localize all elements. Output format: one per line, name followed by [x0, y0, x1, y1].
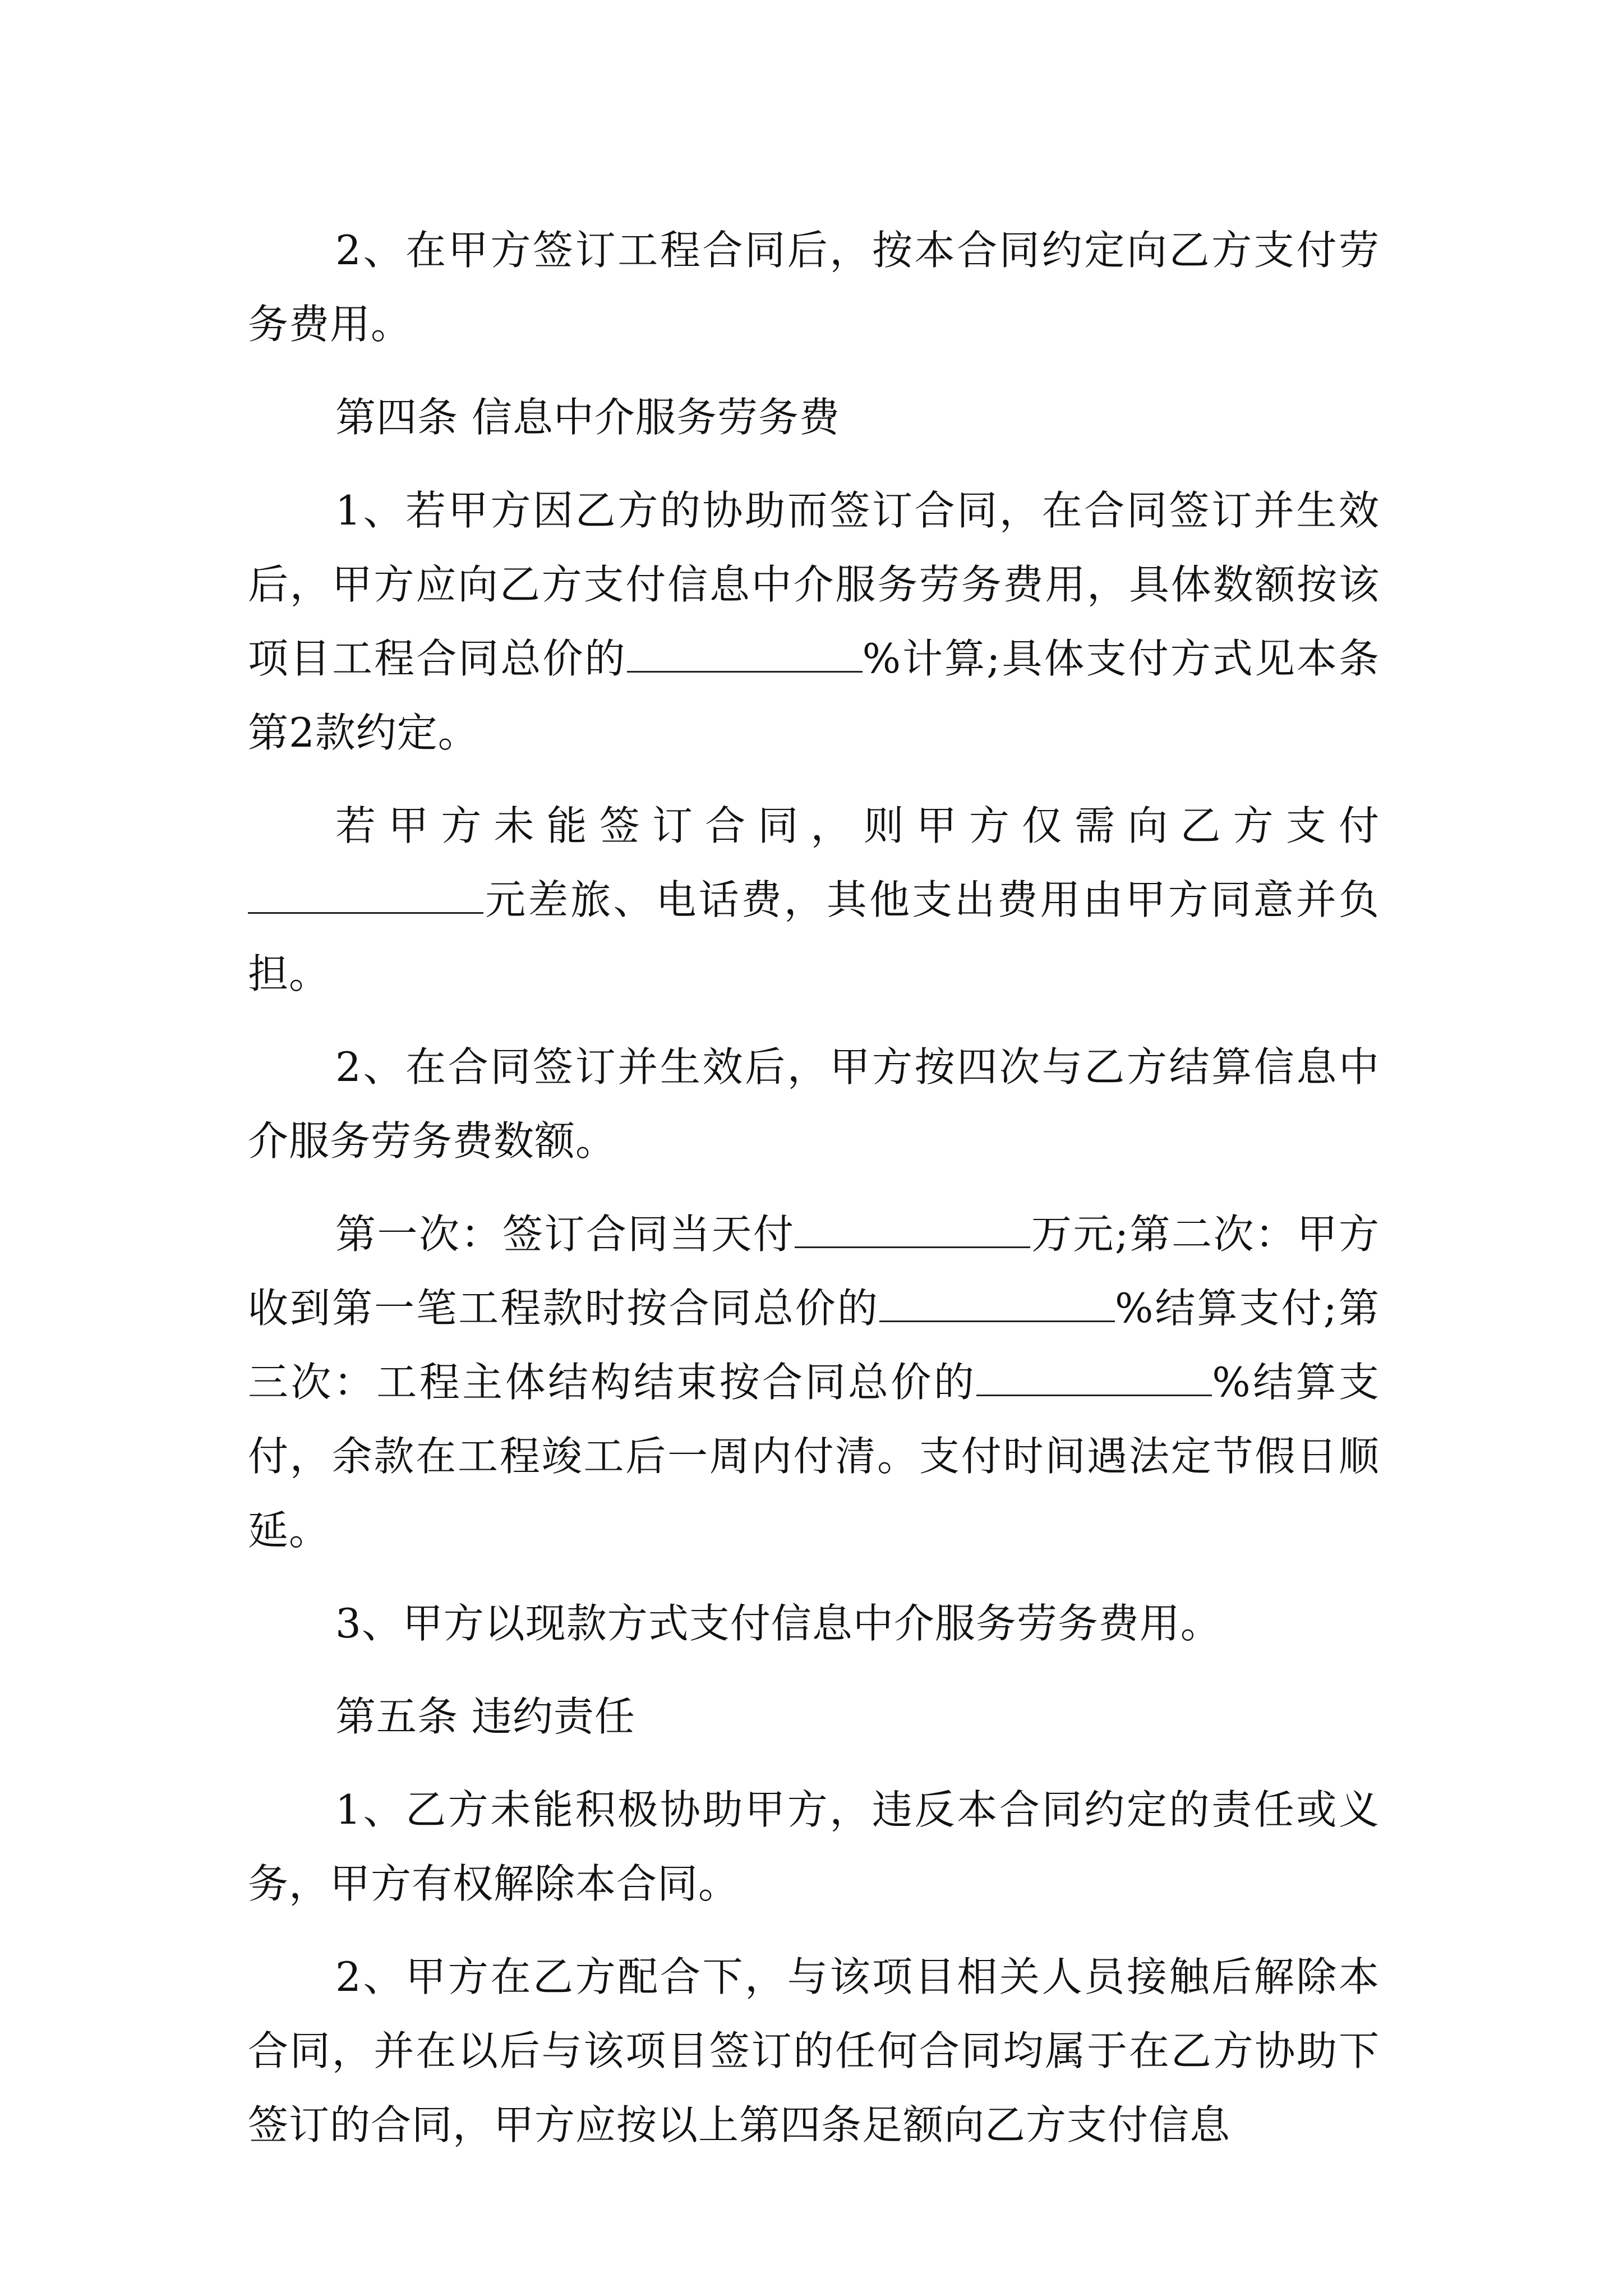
fill-in-blank-percentage[interactable]: [627, 635, 863, 673]
paragraph-four-settlements: [248, 1030, 1380, 1178]
paragraph-text: 万元;第二次：甲方收到第一笔工程款时按合同总价的: [248, 1211, 1380, 1332]
document-body: [248, 213, 1380, 2181]
paragraph-text: 1、乙方未能积极协助甲方，违反本合同约定的责任或义务，甲方有权解除本合同。: [248, 1786, 1380, 1907]
paragraph-text: 第一次：签订合同当天付: [335, 1211, 795, 1258]
paragraph-termination-right: [248, 1773, 1380, 1921]
fill-in-blank-amount[interactable]: [248, 876, 483, 914]
paragraph-text: 若甲方未能签订合同，则甲方仅需向乙方支付: [335, 802, 1380, 849]
paragraph-text: %结算支付;第三次：工程主体结构结束按合同总价的: [248, 1285, 1380, 1406]
fill-in-blank-second-percentage[interactable]: [879, 1285, 1115, 1322]
paragraph-travel-expenses: [248, 789, 1380, 1011]
heading-text: 第五条 违约责任: [335, 1693, 635, 1740]
paragraph-termination-liability: [248, 1940, 1380, 2162]
paragraph-fee-percentage: [248, 473, 1380, 770]
paragraph-text: 2、甲方在乙方配合下，与该项目相关人员接触后解除本合同，并在以后与该项目签订的任何合同均属于在乙方协助下签订的合同，甲方应按以上第四条足额向乙方支付信息: [248, 1953, 1380, 2148]
paragraph-text: 2、在甲方签订工程合同后，按本合同约定向乙方支付劳务费用。: [248, 227, 1380, 348]
fill-in-blank-third-percentage[interactable]: [976, 1359, 1212, 1396]
paragraph-cash-payment: [248, 1586, 1380, 1660]
section-heading-article-4: [248, 380, 1380, 454]
paragraph-text: 元差旅、电话费，其他支出费用由甲方同意并负担。: [248, 876, 1380, 997]
fill-in-blank-first-payment[interactable]: [795, 1211, 1030, 1248]
section-heading-article-5: [248, 1680, 1380, 1754]
heading-text: 第四条 信息中介服务劳务费: [335, 394, 840, 441]
paragraph-settlement-schedule: [248, 1197, 1380, 1567]
paragraph-payment-after-contract: [248, 213, 1380, 361]
paragraph-text: %结算支付，余款在工程竣工后一周内付清。支付时间遇法定节假日顺延。: [248, 1359, 1380, 1554]
paragraph-text: 1、若甲方因乙方的协助而签订合同，在合同签订并生效后，甲方应向乙方支付信息中介服务劳务费用，具体数额按该项目工程合同总价的: [248, 487, 1380, 682]
paragraph-text: %计算;具体支付方式见本条第2款约定。: [248, 635, 1380, 756]
paragraph-text: 3、甲方以现款方式支付信息中介服务劳务费用。: [335, 1600, 1221, 1647]
paragraph-text: 2、在合同签订并生效后，甲方按四次与乙方结算信息中介服务劳务费数额。: [248, 1043, 1380, 1165]
